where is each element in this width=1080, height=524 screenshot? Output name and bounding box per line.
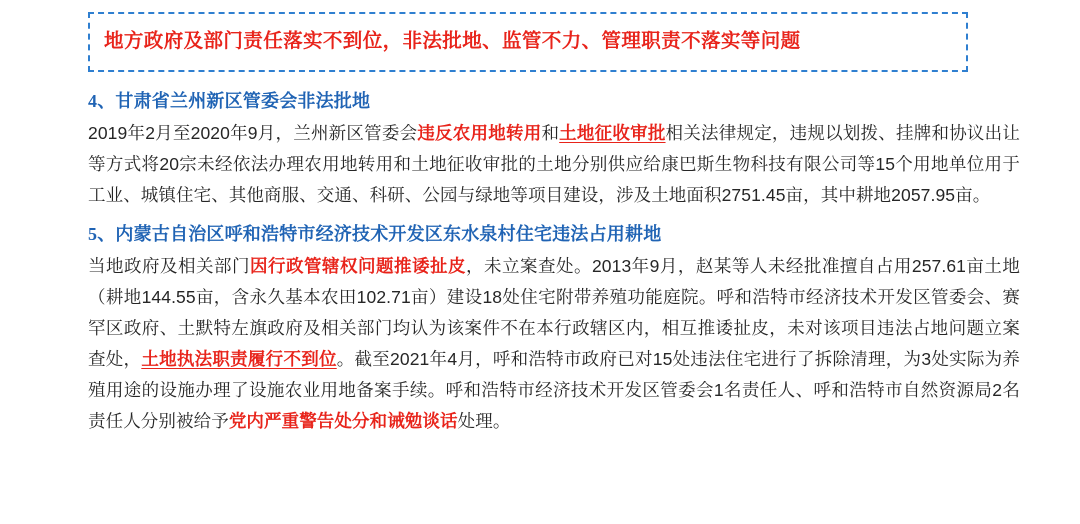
- run-text: 和: [541, 123, 560, 143]
- callout-text: 地方政府及部门责任落实不到位，非法批地、监管不力、管理职责不落实等问题: [104, 30, 801, 52]
- section-4-heading-text: 甘肃省兰州新区管委会非法批地: [115, 91, 371, 111]
- callout-box: [88, 12, 968, 72]
- run-text: 处理。: [457, 411, 511, 431]
- run-highlight-underline: 土地执法职责履行不到位: [141, 349, 337, 369]
- section-5-paragraph: [88, 251, 1020, 437]
- run-text: 相关法律规定，违规以划拨、挂牌和协议出让等方式将20宗未经依法办理农用地转用和土地征收审批的土地分别供应给康巴斯生物科技有限公司等15个用地单位用于工业、城镇住宅、其他商服、交通、科研、公园与绿地等项目建设，涉及土地面积2751.45亩，其中耕地2057.95亩。: [88, 123, 1020, 205]
- section-4-paragraph: [88, 118, 1020, 211]
- section-4-number: 4、: [88, 91, 116, 111]
- section-4-heading: [88, 86, 1020, 116]
- run-highlight: 违反农用地转用: [417, 123, 542, 143]
- section-5-number: 5、: [88, 224, 116, 244]
- section-5-heading: [88, 219, 1020, 249]
- run-text: 2019年2月至2020年9月，兰州新区管委会: [88, 123, 418, 143]
- run-highlight: 因行政管辖权问题推诿扯皮: [249, 256, 466, 276]
- run-text: ，未立案查处。2013年9月，赵某等人未经批准擅自占用257.61亩土地（耕地144.55亩，含永久基本农田102.71亩）建设18处住宅附带养殖功能庭院。呼和浩特市经济技术开发区管委会、赛罕区政府、土默特左旗政府及相关部门均认为该案件不在本行政辖区内，相互推诿扯皮，未对该项目违法占地问题立案查处，: [88, 256, 1020, 369]
- section-5-heading-text: 内蒙古自治区呼和浩特市经济技术开发区东水泉村住宅违法占用耕地: [115, 224, 662, 244]
- section-4: [88, 86, 1020, 211]
- run-highlight-underline: 土地征收审批: [559, 123, 666, 143]
- run-text: 当地政府及相关部门: [88, 256, 250, 276]
- section-5: [88, 219, 1020, 437]
- run-text: 。截至2021年4月，呼和浩特市政府已对15处违法住宅进行了拆除清理，为3处实际为养殖用途的设施办理了设施农业用地备案手续。呼和浩特市经济技术开发区管委会1名责任人、呼和浩特市自然资源局2名责任人分别被给予: [88, 349, 1020, 431]
- run-highlight: 党内严重警告处分和诫勉谈话: [228, 411, 458, 431]
